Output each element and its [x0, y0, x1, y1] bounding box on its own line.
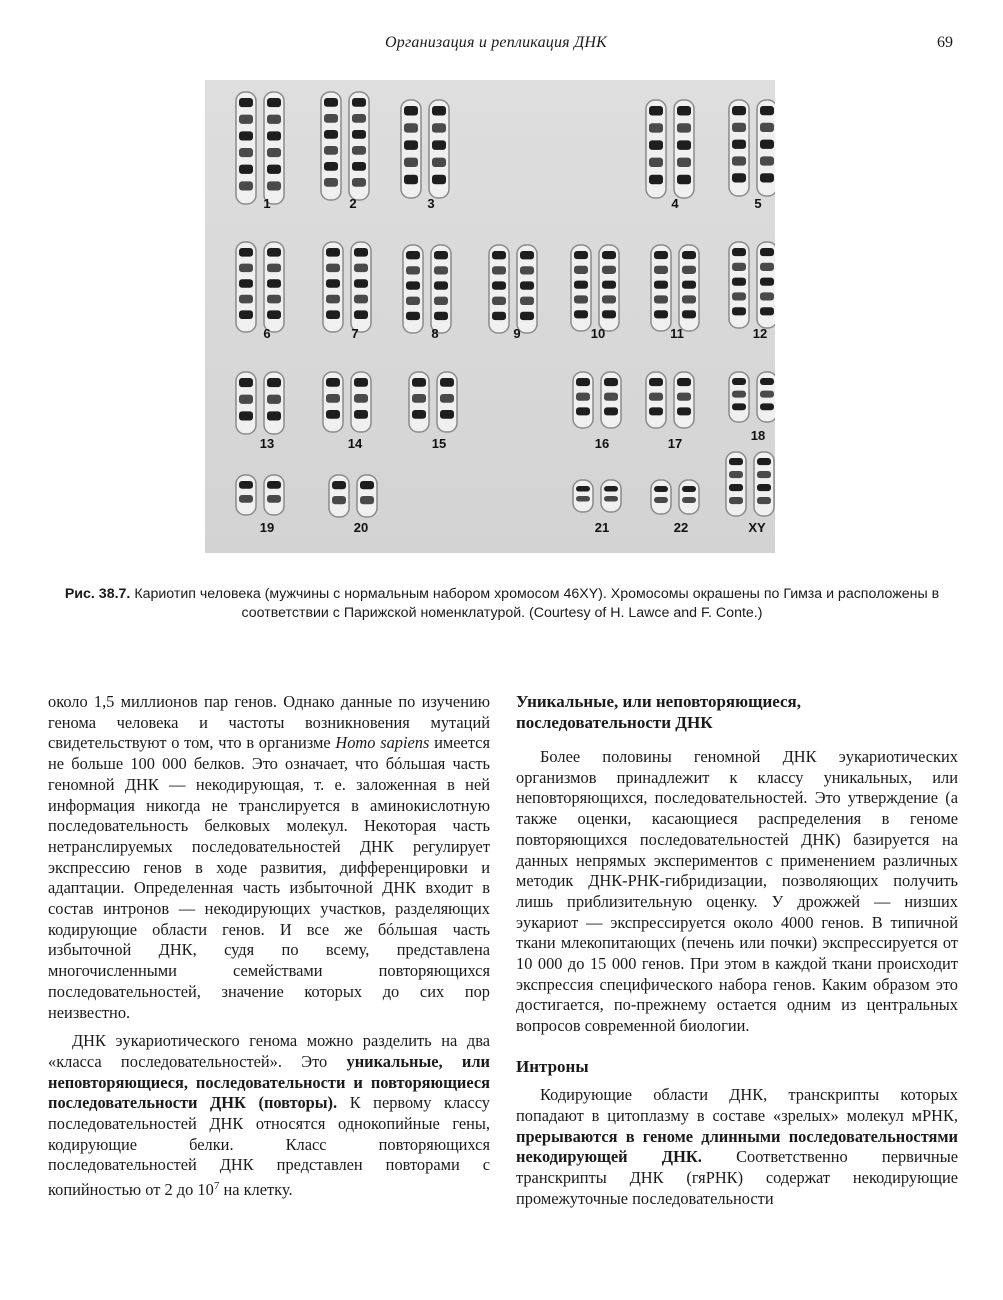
chromosome-band [434, 251, 448, 259]
chromosome-band [520, 281, 534, 289]
chromosome-band [654, 310, 668, 318]
chromosome-band [604, 496, 618, 502]
chromosome-band [352, 162, 366, 171]
chromosome-band [602, 266, 616, 274]
exponent: 7 [213, 1180, 220, 1193]
chromosome-label: XY [748, 520, 766, 535]
chromosome-band [649, 175, 663, 184]
chromosome-band [267, 310, 281, 319]
right-paragraph-2 [516, 1085, 958, 1209]
chromosome-band [649, 158, 663, 167]
chromosome-band [604, 407, 618, 415]
chromosome-band [354, 295, 368, 304]
chromosome-band [404, 106, 418, 115]
chromosome-band [682, 251, 696, 259]
chromosome-band [326, 295, 340, 304]
chromosome-band [732, 106, 746, 115]
chromosome-band [267, 264, 281, 273]
chromosome-band [576, 393, 590, 401]
chromosome-band [677, 123, 691, 132]
chromosome-band [732, 391, 746, 398]
chromosome-label: 17 [667, 436, 683, 451]
chromosome-label: 5 [754, 196, 762, 211]
chromosome-label: 3 [427, 196, 435, 211]
chromosome-band [440, 410, 454, 419]
running-title: Организация и репликация ДНК [385, 34, 607, 51]
term-unique-sequences: уникальные, или неповторяющиеся, последовательности [48, 1051, 490, 1092]
chromosome-band [239, 378, 253, 387]
chromosome-band [654, 266, 668, 274]
chromosome-band [574, 310, 588, 318]
chromosome-band [267, 495, 281, 503]
chromosome-band [760, 173, 774, 182]
chromosome-band [354, 310, 368, 319]
chromosome-band [239, 98, 253, 107]
chromosome-band [757, 458, 771, 465]
chromosome-band [732, 378, 746, 385]
chromosome-band [239, 481, 253, 489]
chromosome-band [239, 295, 253, 304]
chromosome-band [434, 297, 448, 305]
chromosome-band [649, 123, 663, 132]
chromosome-band [757, 497, 771, 504]
chromosome-band [432, 106, 446, 115]
section-heading-introns: Интроны [516, 1056, 589, 1076]
karyotype-image [205, 80, 775, 553]
chromosome-band [326, 410, 340, 419]
chromosome-band [239, 115, 253, 124]
chromosome-band [239, 165, 253, 174]
left-paragraph-1 [48, 692, 490, 1023]
chromosome-band [732, 292, 746, 300]
chromosome-label: 7 [351, 326, 359, 341]
chromosome-band [729, 458, 743, 465]
chromosome-band [352, 114, 366, 123]
chromosome-band [602, 295, 616, 303]
chromosome-band [677, 378, 691, 386]
chromosome-band [760, 248, 774, 256]
chromosome-label: 12 [752, 326, 768, 341]
chromosome-band [324, 130, 338, 139]
chromosome-band [354, 378, 368, 387]
chromosome-band [574, 295, 588, 303]
chromosome-band [267, 165, 281, 174]
chromosome-band [239, 495, 253, 503]
chromosome-band [732, 248, 746, 256]
chromosome-label: 9 [513, 326, 521, 341]
chromosome-band [576, 486, 590, 492]
chromosome-band [239, 411, 253, 420]
chromosome-band [432, 123, 446, 132]
chromosome-band [412, 394, 426, 403]
chromosome-label: 8 [431, 326, 439, 341]
chromosome-band [332, 481, 346, 489]
chromosome-band [682, 310, 696, 318]
chromosome-band [326, 248, 340, 257]
chromosome-band [404, 158, 418, 167]
chromosome-band [602, 251, 616, 259]
chromosome-band [677, 140, 691, 149]
chromosome-band [760, 307, 774, 315]
chromosome-band [326, 264, 340, 273]
chromosome-band [404, 175, 418, 184]
chromosome-band [654, 251, 668, 259]
chromosome-band [732, 140, 746, 149]
chromosome-band [760, 263, 774, 271]
chromosome-band [677, 158, 691, 167]
chromosome-label: 18 [750, 428, 766, 443]
chromosome-band [732, 156, 746, 165]
chromosome-label: 16 [594, 436, 610, 451]
chromosome-band [760, 140, 774, 149]
chromosome-band [760, 292, 774, 300]
chromosome-band [732, 123, 746, 132]
chromosome-band [682, 486, 696, 492]
chromosome-band [406, 266, 420, 274]
chromosome-label: 10 [590, 326, 606, 341]
chromosome-band [324, 162, 338, 171]
chromosome-band [574, 281, 588, 289]
chromosome-band [520, 312, 534, 320]
term-and: и [353, 1072, 363, 1092]
chromosome-band [404, 140, 418, 149]
chromosome-band [267, 295, 281, 304]
chromosome-label: 1 [263, 196, 271, 211]
chromosome-label: 2 [349, 196, 357, 211]
chromosome-band [732, 307, 746, 315]
chromosome-band [239, 395, 253, 404]
chromosome-band [239, 264, 253, 273]
left-p1-text-b: имеется не больше 100 000 белков. Это означает, что бóльшая часть геномной ДНК — некодирующая, т. е. заложенная в ней информация никогда не транслируется в аминокислотную последовательность белковых молекул. Некоторая часть нетранслируемых последовательностей ДНК регулирует экспрессию генов в ходе развития, дифференцировки и адаптации. Определенная часть избыточной ДНК входит в состав интронов — некодирующих участков, разделяющих кодирующие области генов. И все же бóльшая часть избыточной ДНК, судя по всему, представлена многочисленными семействами повторяющихся последовательностей, значение которых до сих пор неизвестно. [48, 733, 490, 1022]
chromosome-band [267, 481, 281, 489]
term-interrupted: прерываются в геноме длинными последовательностями некодирующей ДНК. [516, 1126, 958, 1167]
caption-text: Кариотип человека (мужчины с нормальным набором хромосом 46XY). Хромосомы окрашены по Гимза и расположены в соответствии с Парижской номенклатурой. (Courtesy of H. Lawce and F. Conte.) [134, 586, 940, 621]
chromosome-band [649, 407, 663, 415]
chromosome-band [732, 403, 746, 410]
chromosome-band [434, 266, 448, 274]
chromosome-band [354, 410, 368, 419]
left-column [48, 692, 490, 1201]
chromosome-band [677, 407, 691, 415]
chromosome-band [412, 378, 426, 387]
page-number: 69 [937, 34, 953, 51]
chromosome-band [757, 484, 771, 491]
left-p1-text-a: около 1,5 миллионов пар генов. Однако данные по изучению генома человека и частоты возникновения мутаций свидетельствуют о том, что в организме [48, 692, 490, 753]
chromosome-band [757, 471, 771, 478]
chromosome-band [434, 281, 448, 289]
chromosome-band [492, 312, 506, 320]
chromosome-band [352, 178, 366, 187]
chromosome-band [412, 410, 426, 419]
chromosome-band [324, 98, 338, 107]
chromosome-band [326, 378, 340, 387]
chromosome-label: 14 [347, 436, 363, 451]
chromosome-band [332, 496, 346, 504]
chromosome-band [576, 378, 590, 386]
right-paragraph-1: Более половины геномной ДНК эукариотических организмов принадлежит к классу уникальных, или неповторяющихся, последовательностей. Это утверждение (а также оценки, касающиеся распределения в геноме повторяющихся последовательностей ДНК) базируется на данных непрямых экспериментов с применением различных методик ДНК-РНК-гибридизации, позволяющих получить лишь приблизительную оценку. У дрожжей — низших эукариот — экспрессируется около 4000 генов. В типичной ткани млекопитающих (печень или почки) экспрессируется от 10 000 до 15 000 генов. При этом в каждой ткани происходит экспрессия специфического набора генов. Каким образом это достигается, по-прежнему остается одним из центральных вопросов современной биологии. [516, 747, 958, 1036]
karyotype-figure [205, 80, 775, 553]
chromosome-band [267, 395, 281, 404]
term-repeated-sequences: повторяющиеся последовательности ДНК (повторы). [48, 1072, 490, 1113]
chromosome-band [732, 173, 746, 182]
chromosome-band [360, 496, 374, 504]
chromosome-band [440, 394, 454, 403]
right-column [516, 692, 958, 1210]
chromosome-band [729, 484, 743, 491]
chromosome-label: 20 [353, 520, 369, 535]
chromosome-band [677, 175, 691, 184]
chromosome-band [267, 98, 281, 107]
chromosome-label: 13 [259, 436, 275, 451]
chromosome-band [649, 140, 663, 149]
chromosome-band [760, 123, 774, 132]
chromosome-band [354, 279, 368, 288]
chromosome-band [354, 394, 368, 403]
chromosome-band [239, 148, 253, 157]
chromosome-band [729, 471, 743, 478]
chromosome-band [649, 393, 663, 401]
running-head [0, 34, 1003, 58]
chromosome-band [239, 131, 253, 140]
chromosome-band [406, 297, 420, 305]
chromosome-band [267, 148, 281, 157]
chromosome-band [267, 411, 281, 420]
chromosome-band [324, 114, 338, 123]
section-heading-unique: Уникальные, или неповторяющиеся, последовательности ДНК [516, 692, 802, 732]
chromosome-band [760, 156, 774, 165]
chromosome-band [654, 295, 668, 303]
chromosome-band [324, 178, 338, 187]
chromosome-band [649, 378, 663, 386]
chromosome-band [576, 496, 590, 502]
chromosome-band [602, 310, 616, 318]
chromosome-band [760, 391, 774, 398]
chromosome-band [360, 481, 374, 489]
chromosome-band [326, 310, 340, 319]
chromosome-band [432, 158, 446, 167]
left-p2-text-a: ДНК эукариотического генома можно разделить на два «класса последовательностей». Это [48, 1031, 490, 1071]
chromosome-band [354, 248, 368, 257]
species-name: Homo sapiens [335, 733, 430, 753]
chromosome-band [492, 266, 506, 274]
chromosome-band [432, 175, 446, 184]
chromosome-band [352, 98, 366, 107]
chromosome-band [602, 281, 616, 289]
chromosome-label: 15 [431, 436, 447, 451]
chromosome-band [239, 248, 253, 257]
chromosome-band [267, 279, 281, 288]
chromosome-band [354, 264, 368, 273]
chromosome-band [352, 146, 366, 155]
chromosome-band [440, 378, 454, 387]
chromosome-band [492, 281, 506, 289]
chromosome-band [432, 140, 446, 149]
left-p2-text-c: на клетку. [223, 1180, 293, 1200]
left-p2-text-b: К первому классу последовательностей ДНК относятся однокопийные гены, кодирующие белки. Класс повторяющихся последовательностей ДНК представлен повторами с копийностью от 2 до 10 [48, 1093, 490, 1200]
chromosome-band [604, 378, 618, 386]
right-p2-text-b: Соответственно первичные транскрипты ДНК (гяРНК) содержат некодирующие промежуточные последовательности [516, 1147, 958, 1208]
chromosome-label: 22 [673, 520, 689, 535]
chromosome-band [267, 248, 281, 257]
figure-caption [48, 585, 956, 622]
chromosome-label: 19 [259, 520, 275, 535]
chromosome-band [406, 281, 420, 289]
chromosome-band [682, 497, 696, 503]
chromosome-band [574, 266, 588, 274]
chromosome-band [682, 266, 696, 274]
chromosome-label: 4 [671, 196, 679, 211]
chromosome-band [492, 297, 506, 305]
chromosome-band [604, 393, 618, 401]
caption-label: Рис. 38.7. [64, 586, 131, 602]
chromosome-band [760, 403, 774, 410]
chromosome-band [404, 123, 418, 132]
chromosome-band [520, 266, 534, 274]
chromosome-label: 21 [594, 520, 610, 535]
chromosome-band [326, 394, 340, 403]
chromosome-band [406, 312, 420, 320]
chromosome-band [729, 497, 743, 504]
chromosome-label: 6 [263, 326, 271, 341]
chromosome-band [677, 106, 691, 115]
chromosome-band [492, 251, 506, 259]
chromosome-band [239, 310, 253, 319]
chromosome-band [682, 281, 696, 289]
chromosome-band [239, 181, 253, 190]
left-paragraph-2 [48, 1031, 490, 1201]
right-p2-text-a: Кодирующие области ДНК, транскрипты которых попадают в цитоплазму в составе «зрелых» молекул мРНК, [516, 1085, 958, 1126]
chromosome-band [654, 497, 668, 503]
chromosome-band [760, 278, 774, 286]
chromosome-band [574, 251, 588, 259]
chromosome-band [654, 486, 668, 492]
chromosome-band [267, 115, 281, 124]
chromosome-band [654, 281, 668, 289]
chromosome-band [604, 486, 618, 492]
chromosome-band [520, 297, 534, 305]
chromosome-band [267, 181, 281, 190]
chromosome-band [732, 278, 746, 286]
chromosome-band [732, 263, 746, 271]
chromosome-band [434, 312, 448, 320]
chromosome-band [267, 378, 281, 387]
chromosome-band [576, 407, 590, 415]
chromosome-band [267, 131, 281, 140]
chromosome-label: 11 [670, 326, 684, 341]
chromosome-band [682, 295, 696, 303]
chromosome-band [760, 378, 774, 385]
chromosome-band [760, 106, 774, 115]
chromosome-band [677, 393, 691, 401]
chromosome-band [352, 130, 366, 139]
chromosome-band [520, 251, 534, 259]
chromosome-band [406, 251, 420, 259]
chromosome-band [324, 146, 338, 155]
chromosome-band [649, 106, 663, 115]
chromosome-band [239, 279, 253, 288]
chromosome-band [326, 279, 340, 288]
